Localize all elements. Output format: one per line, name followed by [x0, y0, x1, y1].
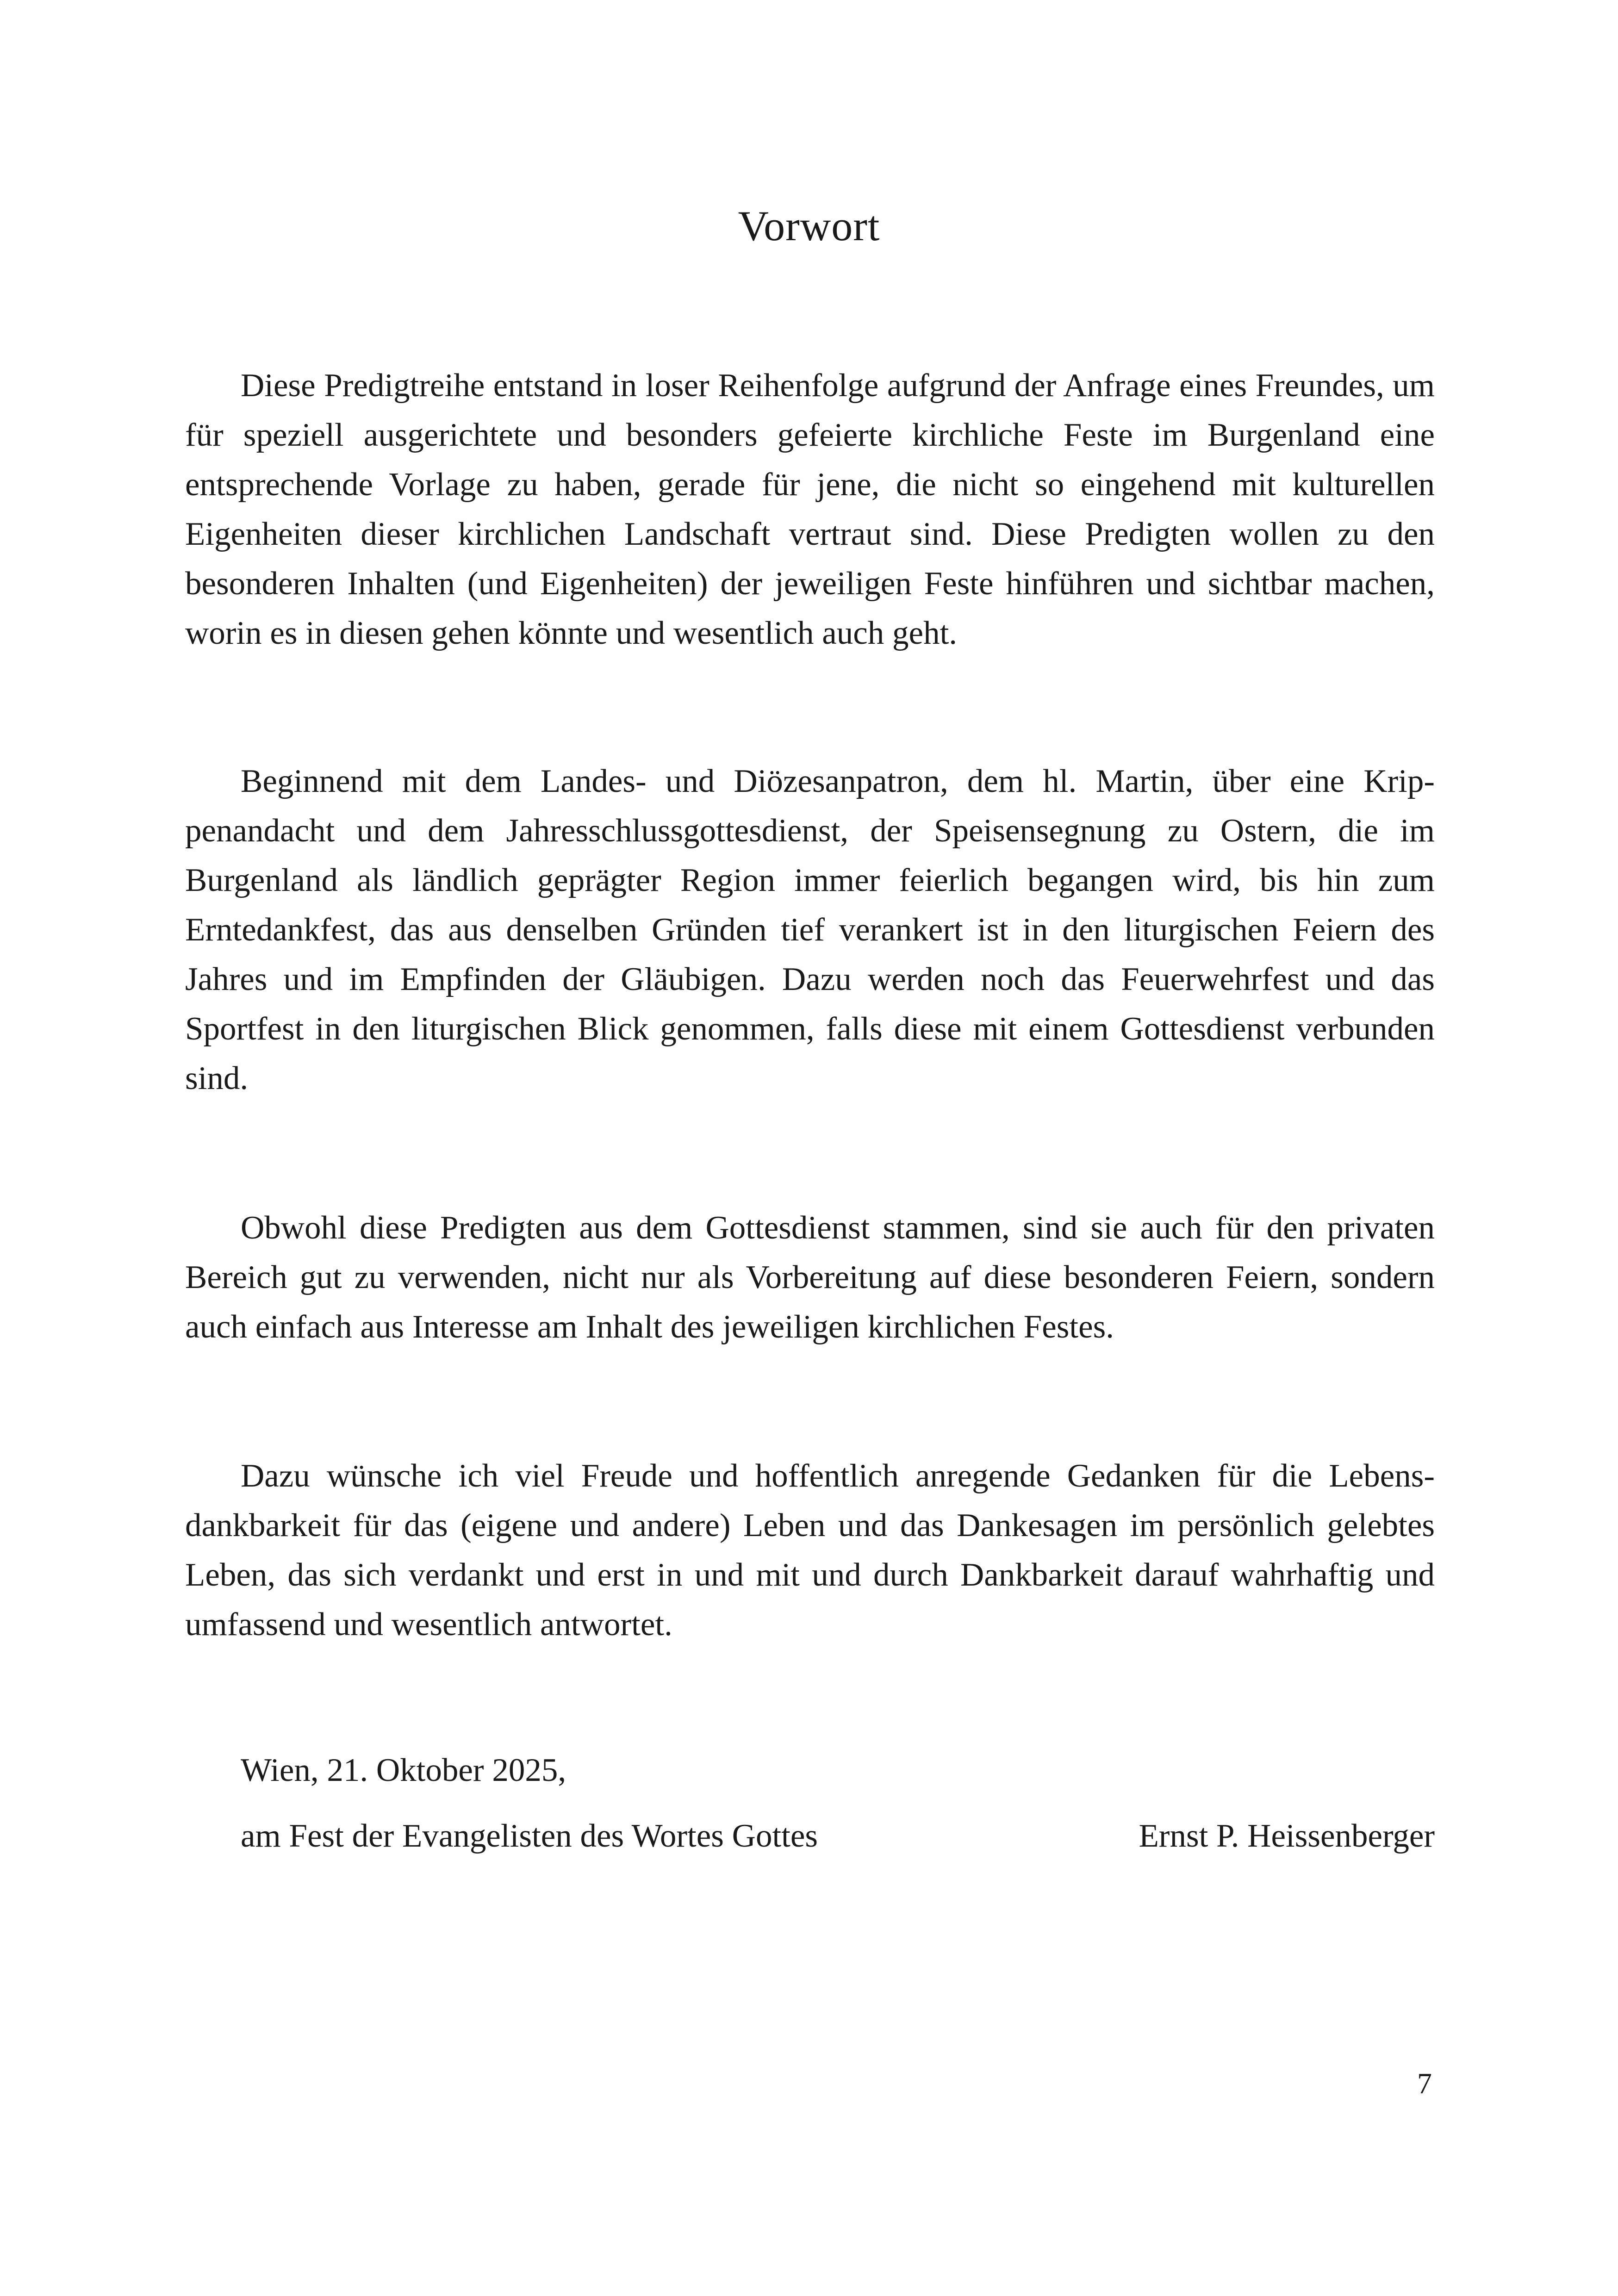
place-date: Wien, 21. Oktober 2025, [241, 1752, 566, 1788]
author-signature: Ernst P. Heissenberger [1139, 1818, 1435, 1854]
occasion-line: am Fest der Evangelisten des Wortes Gottes [241, 1818, 818, 1854]
page-number: 7 [1417, 2067, 1432, 2100]
page-title: Vorwort [738, 202, 880, 249]
paragraph-wishes: Dazu wünsche ich viel Freude und hoffentlich anregende Gedanken für die Lebensdankbarkeit für das (eigene und andere) Leben und das Dankesagen im persönlich gelebtes Leben, das sich verdankt und erst in und mit und durch Dankbarkeit darauf wahrhaftig und umfassend und wesentlich antwortet. [185, 1458, 1435, 1643]
paragraph-usage: Obwohl diese Predigten aus dem Gottesdienst stammen, sind sie auch für den privaten Bereich gut zu verwenden, nicht nur als Vorbereitung auf diese besonderen Feiern, sondern auch einfach aus Interesse am Inhalt des jeweiligen kirchlichen Festes. [185, 1210, 1435, 1345]
paragraph-intro: Diese Predigtreihe entstand in loser Reihenfolge aufgrund der Anfrage eines Freundes, um für speziell ausgerichtete und besonders gefeierte kirchliche Feste im Burgenland eine entsprechende Vorlage zu haben, gerade für jene, die nicht so eingehend mit kulturellen Eigenheiten dieser kirchlichen Landschaft vertraut sind. Diese Predigten wollen zu den besonderen Inhalten (und Eigenheiten) der jeweiligen Feste hinführen und sichtbar machen, worin es in diesen gehen könnte und wesentlich auch geht. [185, 367, 1435, 651]
paragraph-contents: Beginnend mit dem Landes- und Diözesanpatron, dem hl. Martin, über eine Krippenandacht und dem Jahresschlussgottesdienst, der Speisensegnung zu Ostern, die im Burgenland als ländlich geprägter Region immer feierlich begangen wird, bis hin zum Erntedankfest, das aus denselben Gründen tief verankert ist in den liturgischen Feiern des Jahres und im Empfinden der Gläubigen. Dazu werden noch das Feuerwehrfest und das Sportfest in den liturgischen Blick genommen, falls diese mit einem Gottesdienst verbunden sind. [185, 763, 1435, 1096]
